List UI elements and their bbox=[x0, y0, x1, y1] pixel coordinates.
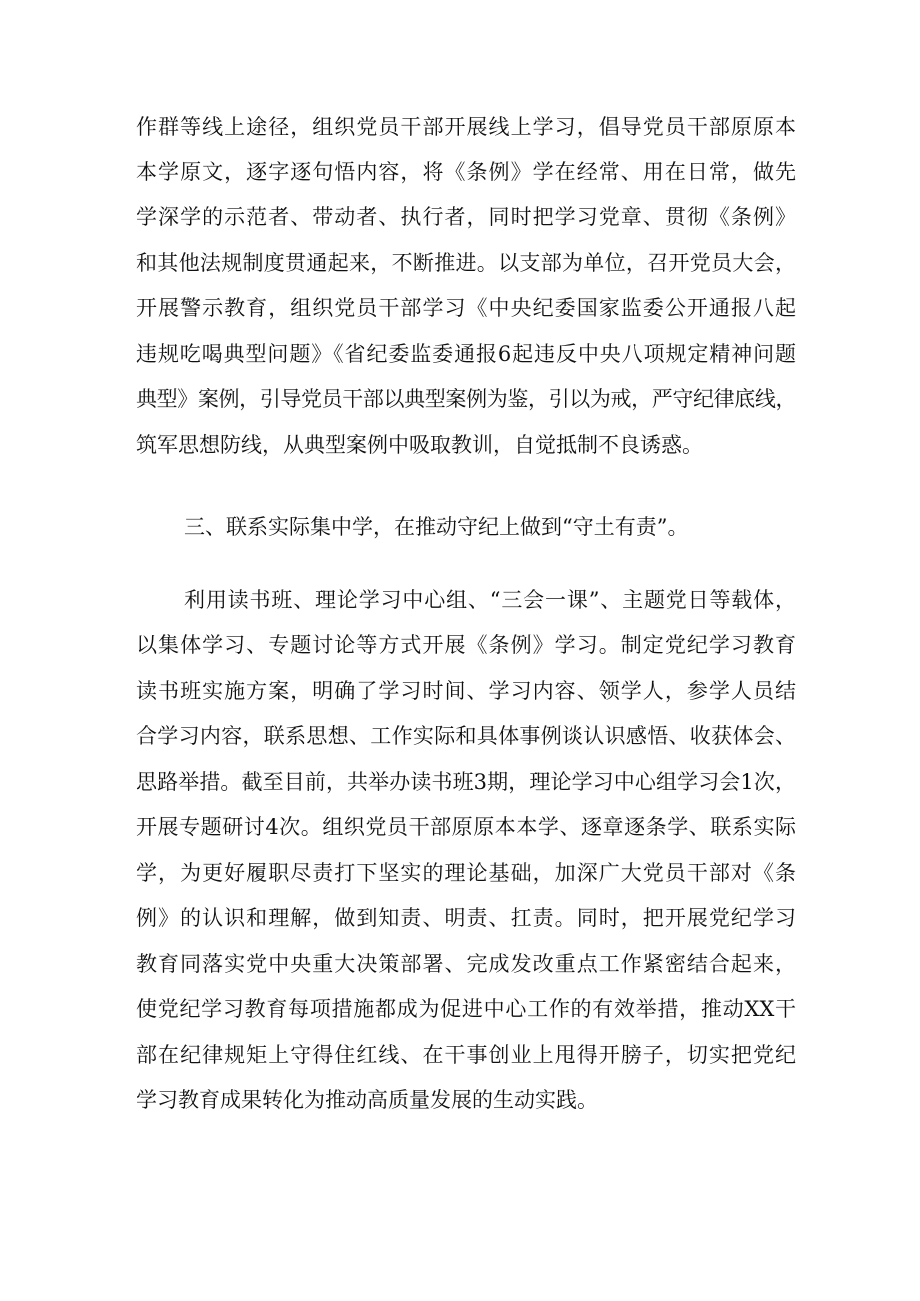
paragraph-line: 合学习内容，联系思想、工作实际和具体事例谈认识感悟、收获体会、 bbox=[136, 724, 796, 748]
paragraph-line: 利用读书班、理论学习中心组、“三会一课”、主题党日等载体， bbox=[184, 588, 796, 612]
paragraph-line: 筑军思想防线，从典型案例中吸取教训，自觉抵制不良诱惑。 bbox=[136, 433, 703, 457]
paragraph-line: 本学原文，逐字逐句悟内容，将《条例》学在经常、用在日常，做先 bbox=[136, 160, 796, 184]
paragraph-line: 以集体学习、专题讨论等方式开展《条例》学习。制定党纪学习教育 bbox=[136, 633, 796, 657]
paragraph-line: 学习教育成果转化为推动高质量发展的生动实践。 bbox=[136, 1088, 598, 1112]
paragraph-line: 开展警示教育，组织党员干部学习《中央纪委国家监委公开通报八起 bbox=[136, 296, 796, 320]
section-heading: 三、联系实际集中学，在推动守纪上做到“守土有责”。 bbox=[184, 515, 689, 539]
paragraph-line: 典型》案例，引导党员干部以典型案例为鉴，引以为戒，严守纪律底线， bbox=[136, 387, 796, 411]
paragraph-line: 作群等线上途径，组织党员干部开展线上学习，倡导党员干部原原本 bbox=[136, 115, 796, 139]
paragraph-line: 和其他法规制度贯通起来，不断推进。以支部为单位，召开党员大会， bbox=[136, 251, 796, 275]
paragraph-line: 开展专题研讨4次。组织党员干部原原本本学、逐章逐条学、联系实际 bbox=[136, 815, 796, 839]
paragraph-line: 教育同落实党中央重大决策部署、完成发改重点工作紧密结合起来， bbox=[136, 952, 796, 976]
paragraph-line: 违规吃喝典型问题》《省纪委监委通报6起违反中央八项规定精神问题 bbox=[136, 342, 796, 366]
paragraph-line: 例》的认识和理解，做到知责、明责、扛责。同时，把开展党纪学习 bbox=[136, 906, 796, 930]
paragraph-line: 学深学的示范者、带动者、执行者，同时把学习党章、贯彻《条例》 bbox=[136, 205, 796, 229]
paragraph-line: 思路举措。截至目前，共举办读书班3期，理论学习中心组学习会1次， bbox=[136, 770, 796, 794]
paragraph-line: 读书班实施方案，明确了学习时间、学习内容、领学人，参学人员结 bbox=[136, 679, 796, 703]
paragraph-line: 使党纪学习教育每项措施都成为促进中心工作的有效举措，推动XX干 bbox=[136, 997, 796, 1021]
paragraph-line: 部在纪律规矩上守得住红线、在干事创业上甩得开膀子，切实把党纪 bbox=[136, 1043, 796, 1067]
paragraph-line: 学，为更好履职尽责打下坚实的理论基础，加深广大党员干部对《条 bbox=[136, 861, 796, 885]
